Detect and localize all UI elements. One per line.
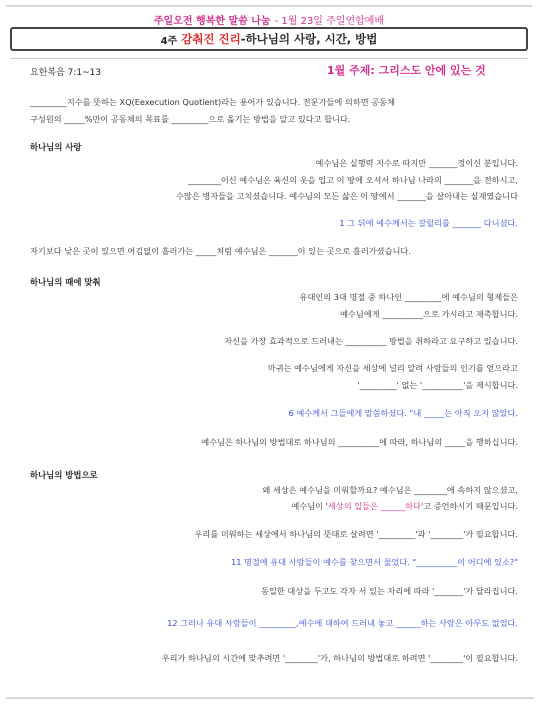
scripture-reference: 요한복음 7:1~13 <box>30 68 102 78</box>
love-after-verse: 자기보다 낮은 곳이 있으면 어김없이 흘러가는 _____처럼 예수님은 _______이 있는 곳으로 흘러가셨습니다. <box>30 246 411 256</box>
way-line-2-pre: 예수님이 ' <box>291 501 328 511</box>
section-heading-way: 하나님의 방법으로 <box>30 470 98 480</box>
love-line-2: ________이신 예수님은 육신의 옷을 입고 이 땅에 오셔서 하나님 나라의 _______을 전하시고, <box>188 175 518 185</box>
section-heading-love: 하나님의 사랑 <box>30 142 82 152</box>
closing-line: 우리가 하나님의 시간에 맞추려면 '________'가, 하나님의 방법대로 하려면 '________'이 필요합니다. <box>161 653 518 663</box>
love-line-3: 수많은 병자들을 고치셨습니다. 예수님의 모든 삶은 이 땅에서 _______을 살아내는 실재였습니다 <box>175 191 518 201</box>
intro-line-2: 구성원의 _____%만이 공동체의 목표를 _________으로 옮기는 방법을 알고 있다고 합니다. <box>30 114 351 124</box>
month-theme: 1월 주제: 그리스도 안에 있는 것 <box>327 64 486 77</box>
header-date: - 1월 23일 주일연합예배 <box>274 15 385 27</box>
way-line-2-quote: 세상의 일들은 ______하다 <box>327 501 421 511</box>
way-line-1: 왜 세상은 예수님을 미워할까요? 예수님은 ________에 속하지 않으셨고, <box>262 485 518 495</box>
way-line-2 <box>291 501 518 512</box>
sermon-title-main: 감춰진 진리 <box>181 32 241 46</box>
time-line-3: 자신을 가장 효과적으로 드러내는 __________ 방법을 취하라고 요구하고 있습니다. <box>224 336 518 346</box>
time-line-2: 예수님에게 __________으로 가시라고 재촉합니다. <box>340 309 518 319</box>
intro-line-1: _________지수를 뜻하는 XQ(Eexecution Quotient)라는 용어가 있습니다. 전문가들에 의하면 공동체 <box>30 97 395 107</box>
sermon-title-box <box>10 27 528 51</box>
love-line-1: 예수님은 실행력 지수로 따지만 _______정이신 분입니다. <box>315 158 518 168</box>
way-line-3: 우리를 미워하는 세상에서 하나님의 뜻대로 살려면 '_________'과 '________'가 필요합니다. <box>194 529 518 539</box>
header-series-title: 주일오전 행복한 말씀 나눔 <box>153 15 271 27</box>
way-mid-line: 동일한 대상을 두고도 각자 서 있는 자리에 따라 '_______'가 달라집니다. <box>261 586 518 596</box>
section-heading-time: 하나님의 때에 맞춰 <box>30 277 101 287</box>
time-line-5: '_________' 없는 '__________'을 제시합니다. <box>357 380 518 390</box>
time-line-4: 마귀는 예수님에게 자신을 세상에 널리 알려 사람들의 인기를 얻으라고 <box>267 363 518 373</box>
header-divider <box>10 58 528 59</box>
way-verse-1: 11 명절에 유대 사람들이 예수를 찾으면서 물었다. "__________이 어디에 있소?" <box>231 557 518 567</box>
love-verse: 1 그 뒤에 예수께서는 갈릴리를 _______ 다니셨다. <box>339 218 518 228</box>
way-verse-2: 12 그러나 유대 사람들이 _________,예수에 대하여 드러내 놓고 ______하는 사람은 아무도 없었다. <box>167 618 518 628</box>
week-label: 4주 <box>160 35 178 47</box>
sermon-title-sub: -하나님의 사랑, 시간, 방법 <box>240 32 378 46</box>
time-line-1: 유대인의 3대 명절 중 하나인 _________에 예수님의 형제들은 <box>299 292 518 302</box>
time-verse: 6 예수께서 그들에게 말씀하셨다. "내 _____는 아직 오지 않았다. <box>288 408 518 418</box>
footer-divider <box>6 697 534 699</box>
way-line-2-post: '고 증언하시기 때문입니다. <box>420 501 518 511</box>
time-after-verse: 예수님은 하나님의 방법대로 하나님의 __________에 따라, 하나님의 _____을 행하십니다. <box>201 437 518 447</box>
